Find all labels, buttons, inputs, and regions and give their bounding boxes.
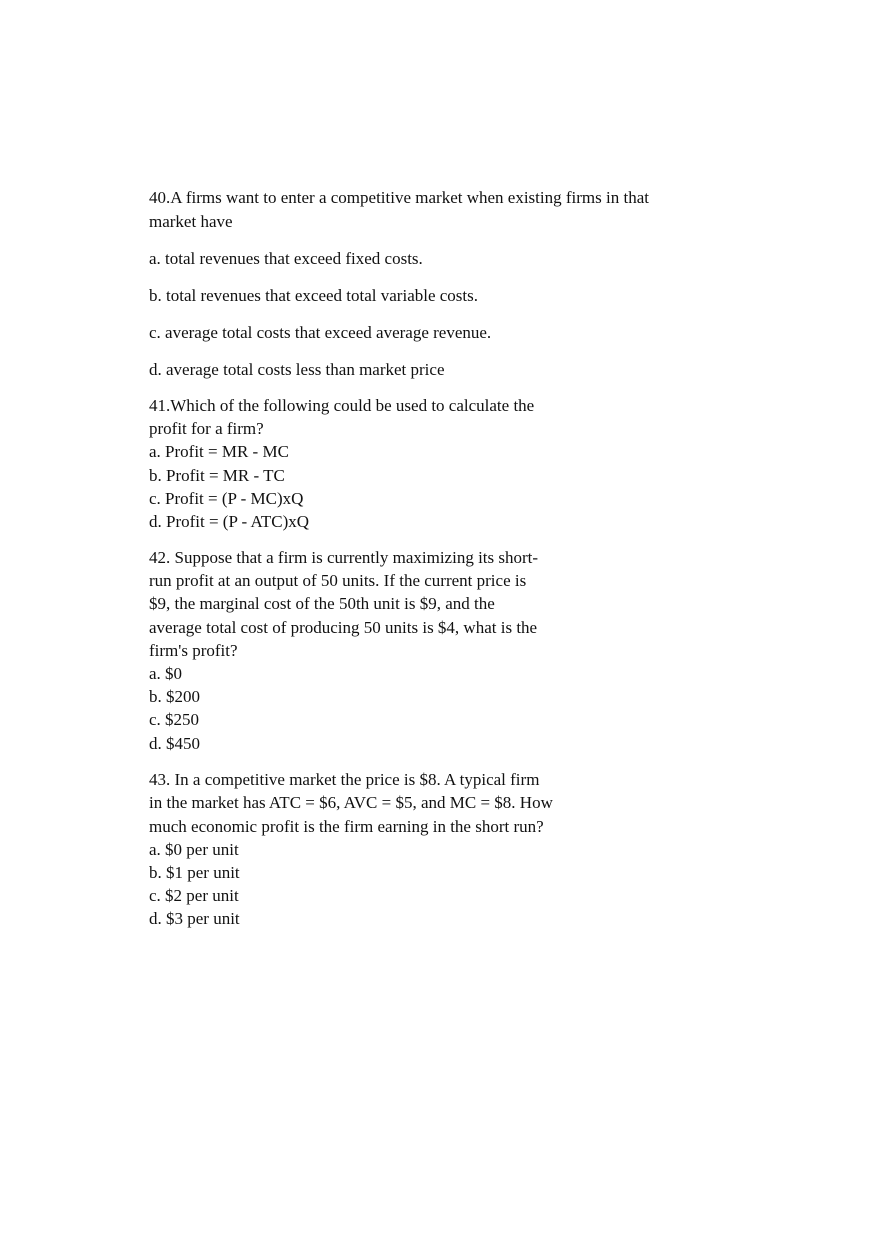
- answer-option: b. $1 per unit: [149, 863, 240, 882]
- answer-option: d. Profit = (P - ATC)xQ: [149, 512, 310, 531]
- question-stem: much economic profit is the firm earning in the short run?: [149, 817, 544, 836]
- answer-option: a. $0 per unit: [149, 840, 239, 859]
- answer-option: c. average total costs that exceed average revenue.: [149, 323, 492, 342]
- question-stem: run profit at an output of 50 units. If the current price is: [149, 571, 527, 590]
- question-stem: 43. In a competitive market the price is $8. A typical firm: [149, 770, 540, 789]
- answer-option: d. $450: [149, 734, 200, 753]
- answer-option: c. $2 per unit: [149, 886, 239, 905]
- answer-option: a. total revenues that exceed fixed costs.: [149, 249, 423, 268]
- answer-option: b. $200: [149, 687, 200, 706]
- answer-option: d. average total costs less than market price: [149, 360, 445, 379]
- answer-option: d. $3 per unit: [149, 909, 240, 928]
- answer-option: b. total revenues that exceed total variable costs.: [149, 286, 479, 305]
- question-stem: 41.Which of the following could be used to calculate the: [149, 396, 535, 415]
- answer-option: c. $250: [149, 710, 200, 729]
- question-stem: firm's profit?: [149, 641, 238, 660]
- question-stem: market have: [149, 212, 233, 231]
- question-stem: average total cost of producing 50 units is $4, what is the: [149, 618, 538, 637]
- answer-option: b. Profit = MR - TC: [149, 466, 285, 485]
- answer-option: c. Profit = (P - MC)xQ: [149, 489, 304, 508]
- question-stem: profit for a firm?: [149, 419, 264, 438]
- answer-option: a. Profit = MR - MC: [149, 442, 289, 461]
- question-stem: in the market has ATC = $6, AVC = $5, and MC = $8. How: [149, 793, 553, 812]
- question-stem: 42. Suppose that a firm is currently maximizing its short-: [149, 548, 539, 567]
- answer-option: a. $0: [149, 664, 183, 683]
- question-stem: 40.A firms want to enter a competitive market when existing firms in that: [149, 188, 649, 207]
- question-stem: $9, the marginal cost of the 50th unit is $9, and the: [149, 594, 495, 613]
